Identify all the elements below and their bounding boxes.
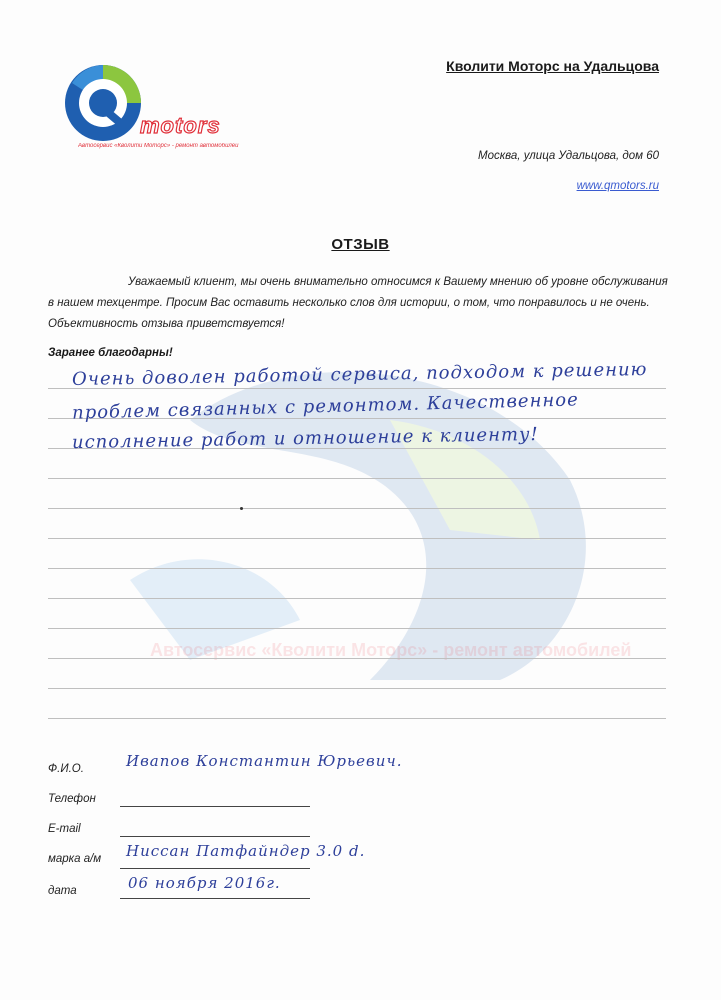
field-label-fio: Ф.И.О. (48, 763, 84, 775)
logo-brand-name: motors (140, 113, 221, 138)
watermark-text: Автосервис «Кволити Моторс» - ремонт автомобилей (150, 640, 632, 660)
ruled-line (48, 718, 666, 719)
company-name: Кволити Моторс на Удальцова (446, 58, 659, 74)
ruled-line (48, 508, 666, 509)
field-label-date: дата (48, 885, 77, 897)
ruled-line (48, 478, 666, 479)
handwritten-review-line: Очень доволен работой сервиса, подходом к решению (71, 358, 648, 391)
company-website-link[interactable]: www.qmotors.ru (576, 180, 659, 192)
ruled-line (48, 628, 666, 629)
thanks-text: Заранее благодарны! (48, 347, 173, 359)
phone-field-line[interactable] (120, 806, 310, 807)
company-address: Москва, улица Удальцова, дом 60 (478, 150, 659, 162)
intro-text-body: Уважаемый клиент, мы очень внимательно относимся к Вашему мнению об уровне обслуживания в нашем техцентре. Просим Вас оставить несколько слов для истории, о том, что понравилось и не очень. Объективность отзыва приветствуется! (48, 276, 668, 330)
handwritten-review-line: исполнение работ и отношение к клиенту! (71, 423, 539, 454)
email-field-line[interactable] (120, 836, 310, 837)
ruled-line (48, 688, 666, 689)
ruled-line (48, 598, 666, 599)
field-value-date: 06 ноября 2016г. (128, 874, 281, 892)
page-title: ОТЗЫВ (331, 236, 390, 253)
field-value-fio: Ивапов Константин Юрьевич. (126, 752, 403, 770)
ruled-line (48, 658, 666, 659)
field-label-phone: Телефон (48, 793, 96, 805)
car-brand-field-line (120, 868, 310, 869)
field-value-car-brand: Ниссан Патфайндер 3.0 d. (126, 842, 366, 860)
ruled-line (48, 568, 666, 569)
handwritten-review-line: проблем связанных с ремонтом. Качественное (71, 389, 580, 424)
field-label-car-brand: марка а/м (48, 853, 102, 865)
ink-dot (240, 507, 243, 510)
ruled-line (48, 538, 666, 539)
logo-tagline: Автосервис «Кволити Моторс» - ремонт автомобилей (78, 143, 239, 149)
date-field-line (120, 898, 310, 899)
field-label-email: E-mail (48, 823, 81, 835)
